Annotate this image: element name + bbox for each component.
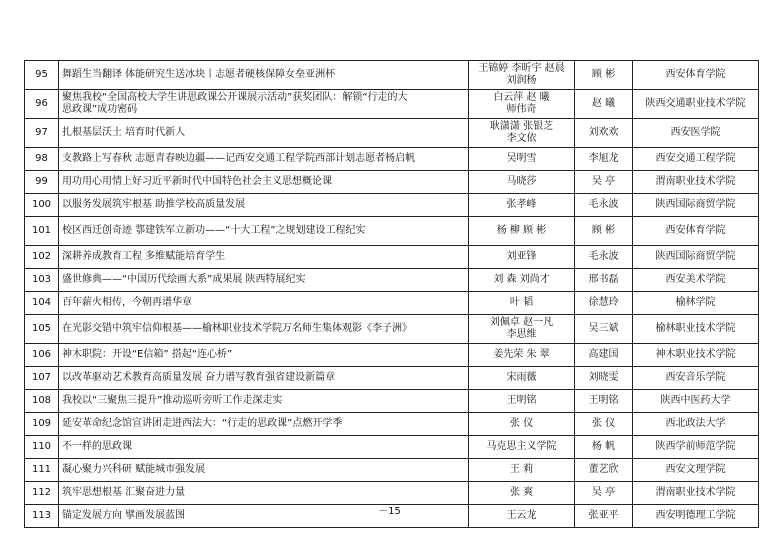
author-cell: 吴明雪 [469, 148, 575, 171]
row-number-cell: 99 [25, 171, 59, 194]
row-number-cell: 105 [25, 315, 59, 344]
institution-cell: 西安交通工程学院 [633, 148, 759, 171]
responsible-person-cell: 吴 亭 [575, 482, 633, 505]
row-number-cell: 103 [25, 269, 59, 292]
author-cell: 杨 柳 顾 彬 [469, 217, 575, 246]
responsible-person-cell: 董艺欣 [575, 459, 633, 482]
article-title-cell: 盛世修典——“中国历代绘画大系”成果展 陕西特展纪实 [59, 269, 469, 292]
institution-cell: 榆林职业技术学院 [633, 315, 759, 344]
table-row [25, 292, 759, 315]
table-row [25, 119, 759, 148]
institution-cell: 西安美术学院 [633, 269, 759, 292]
institution-cell: 西安医学院 [633, 119, 759, 148]
institution-cell: 西安音乐学院 [633, 367, 759, 390]
institution-cell: 西北政法大学 [633, 413, 759, 436]
award-table-body [25, 61, 759, 528]
row-number-cell: 104 [25, 292, 59, 315]
article-title-cell: 以改革驱动艺术教育高质量发展 奋力谱写教育强省建设新篇章 [59, 367, 469, 390]
author-cell: 宋雨薇 [469, 367, 575, 390]
author-cell: 马晓莎 [469, 171, 575, 194]
responsible-person-cell: 张 仪 [575, 413, 633, 436]
responsible-person-cell: 赵 曦 [575, 90, 633, 119]
article-title-cell: 以服务发展筑牢根基 助推学校高质量发展 [59, 194, 469, 217]
author-cell: 叶 韬 [469, 292, 575, 315]
row-number-cell: 106 [25, 344, 59, 367]
author-cell: 王云龙 [469, 505, 575, 528]
institution-cell: 渭南职业技术学院 [633, 482, 759, 505]
table-row [25, 61, 759, 90]
table-row [25, 194, 759, 217]
author-cell: 耿潇潇 张银芝 李文依 [469, 119, 575, 148]
row-number-cell: 109 [25, 413, 59, 436]
row-number-cell: 96 [25, 90, 59, 119]
table-row [25, 217, 759, 246]
article-title-cell: 校区西迁创奇迹 鄠建铁军立新功——“十大工程”之规划建设工程纪实 [59, 217, 469, 246]
author-cell: 王锦婷 李昕宇 赵晨 刘润杨 [469, 61, 575, 90]
responsible-person-cell: 张亚平 [575, 505, 633, 528]
institution-cell: 陕西中医药大学 [633, 390, 759, 413]
author-cell: 白云萍 赵 曦 师伟奇 [469, 90, 575, 119]
table-row [25, 436, 759, 459]
table-row [25, 171, 759, 194]
responsible-person-cell: 毛永波 [575, 194, 633, 217]
article-title-cell: 锚定发展方向 擘画发展蓝图 [59, 505, 469, 528]
responsible-person-cell: 吴三斌 [575, 315, 633, 344]
institution-cell: 西安体育学院 [633, 217, 759, 246]
responsible-person-cell: 徐慧玲 [575, 292, 633, 315]
table-row [25, 269, 759, 292]
article-title-cell: 我校以“三聚焦三提升”推动巡听旁听工作走深走实 [59, 390, 469, 413]
article-title-cell: 筑牢思想根基 汇聚奋进力量 [59, 482, 469, 505]
responsible-person-cell: 王明铭 [575, 390, 633, 413]
responsible-person-cell: 刘欢欢 [575, 119, 633, 148]
row-number-cell: 107 [25, 367, 59, 390]
row-number-cell: 95 [25, 61, 59, 90]
row-number-cell: 113 [25, 505, 59, 528]
page-number: －15 [378, 506, 401, 517]
institution-cell: 西安文理学院 [633, 459, 759, 482]
article-title-cell: 支教路上写春秋 志愿青春映边疆——记西安交通工程学院西部计划志愿者杨启帆 [59, 148, 469, 171]
author-cell: 马克思主义学院 [469, 436, 575, 459]
article-title-cell: 扎根基层沃土 培育时代新人 [59, 119, 469, 148]
institution-cell: 陕西国际商贸学院 [633, 194, 759, 217]
article-title-cell: 不一样的思政课 [59, 436, 469, 459]
institution-cell: 榆林学院 [633, 292, 759, 315]
table-row [25, 148, 759, 171]
award-table [24, 60, 759, 528]
table-row [25, 315, 759, 344]
table-row [25, 413, 759, 436]
responsible-person-cell: 李旭龙 [575, 148, 633, 171]
responsible-person-cell: 邢书磊 [575, 269, 633, 292]
institution-cell: 陕西交通职业技术学院 [633, 90, 759, 119]
row-number-cell: 100 [25, 194, 59, 217]
article-title-cell: 延安革命纪念馆宣讲团走进西法大：“行走的思政课”点燃开学季 [59, 413, 469, 436]
row-number-cell: 111 [25, 459, 59, 482]
article-title-cell: 百年薪火相传，今朝再谱华章 [59, 292, 469, 315]
table-row [25, 246, 759, 269]
article-title-cell: 神木职院：开设“E信箱” 搭起“连心桥” [59, 344, 469, 367]
row-number-cell: 98 [25, 148, 59, 171]
author-cell: 姜先荣 朱 翠 [469, 344, 575, 367]
row-number-cell: 97 [25, 119, 59, 148]
table-row [25, 344, 759, 367]
author-cell: 张 爽 [469, 482, 575, 505]
article-title-cell: 在光影交错中筑牢信仰根基——榆林职业技术学院万名师生集体观影《李子洲》 [59, 315, 469, 344]
author-cell: 王 莉 [469, 459, 575, 482]
institution-cell: 神木职业技术学院 [633, 344, 759, 367]
responsible-person-cell: 杨 帆 [575, 436, 633, 459]
row-number-cell: 101 [25, 217, 59, 246]
table-row [25, 367, 759, 390]
responsible-person-cell: 顾 彬 [575, 61, 633, 90]
row-number-cell: 110 [25, 436, 59, 459]
institution-cell: 西安明德理工学院 [633, 505, 759, 528]
article-title-cell: 舞蹈生当翻译 体能研究生送冰块丨志愿者硬核保障女垒亚洲杯 [59, 61, 469, 90]
institution-cell: 陕西学前师范学院 [633, 436, 759, 459]
author-cell: 张孝峰 [469, 194, 575, 217]
article-title-cell: 深耕养成教育工程 多维赋能培育学生 [59, 246, 469, 269]
table-row [25, 90, 759, 119]
responsible-person-cell: 顾 彬 [575, 217, 633, 246]
institution-cell: 陕西国际商贸学院 [633, 246, 759, 269]
row-number-cell: 112 [25, 482, 59, 505]
author-cell: 刘 森 刘尚才 [469, 269, 575, 292]
table-row [25, 390, 759, 413]
author-cell: 王明铭 [469, 390, 575, 413]
row-number-cell: 108 [25, 390, 59, 413]
author-cell: 张 仪 [469, 413, 575, 436]
article-title-cell: 用功用心用情上好习近平新时代中国特色社会主义思想概论课 [59, 171, 469, 194]
responsible-person-cell: 毛永波 [575, 246, 633, 269]
author-cell: 刘亚锋 [469, 246, 575, 269]
author-cell: 刘佩卓 赵一凡 李思维 [469, 315, 575, 344]
responsible-person-cell: 刘晓雯 [575, 367, 633, 390]
article-title-cell: 聚焦我校“全国高校大学生讲思政课公开课展示活动”获奖团队：解锁“行走的大 思政课”成功密码 [59, 90, 469, 119]
responsible-person-cell: 吴 亭 [575, 171, 633, 194]
responsible-person-cell: 高建国 [575, 344, 633, 367]
article-title-cell: 凝心聚力兴科研 赋能城市强发展 [59, 459, 469, 482]
row-number-cell: 102 [25, 246, 59, 269]
institution-cell: 西安体育学院 [633, 61, 759, 90]
institution-cell: 渭南职业技术学院 [633, 171, 759, 194]
table-row [25, 459, 759, 482]
